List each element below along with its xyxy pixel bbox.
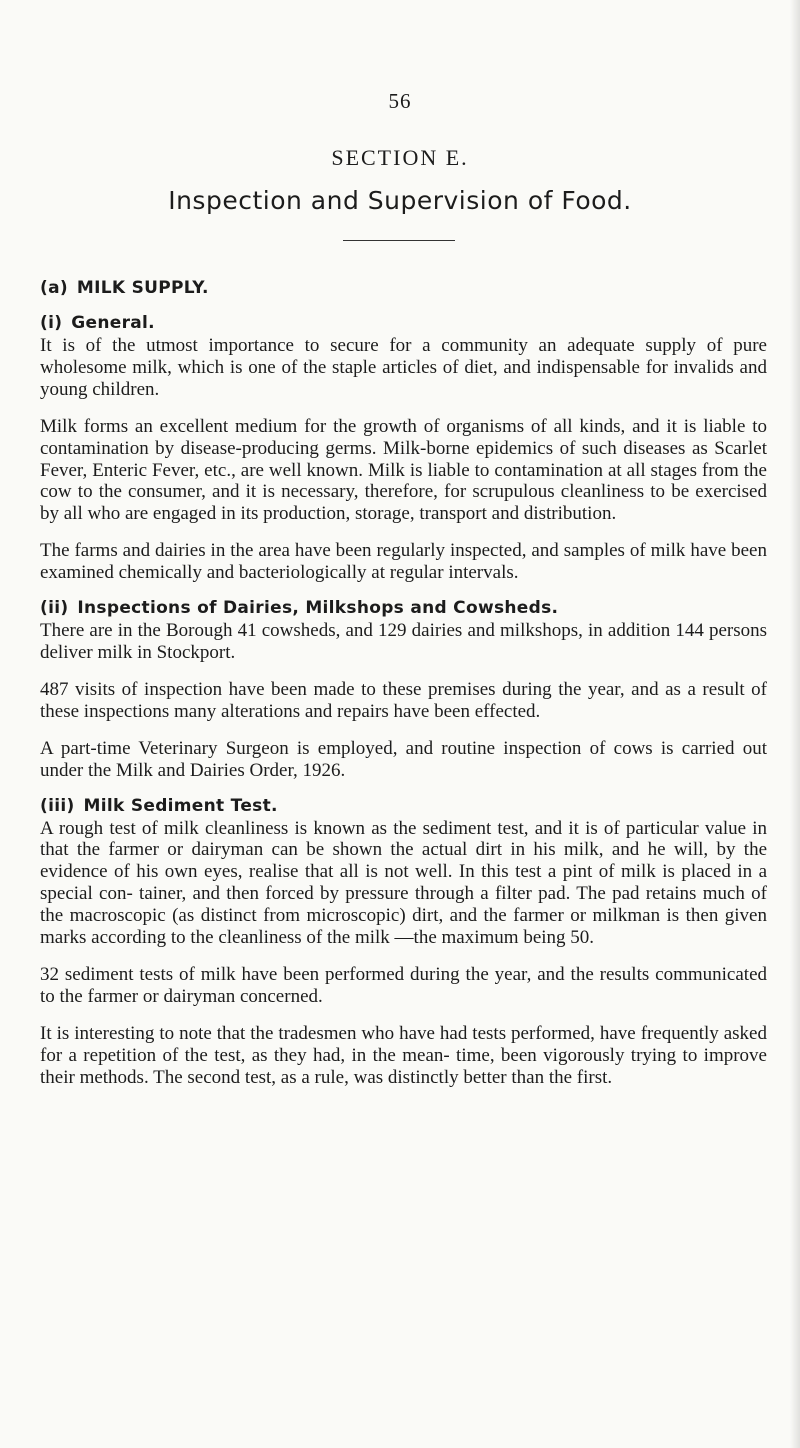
heading-label: MILK SUPPLY. bbox=[76, 278, 209, 298]
paragraph: A rough test of milk cleanliness is known as the sediment test, and it is of particular value in that the farmer or dairyman can be shown the actual dirt in his milk, and he will, by the evidence of his own eyes, realise that all is not well. In this test a pint of milk is placed in a special con- tainer, and then forced by pressure through a filter pad. The pad retains much of the macroscopic (as distinct from microscopic) dirt, and the farmer or milkman is then given marks according to the cleanliness of the milk —the maximum being 50. bbox=[40, 817, 767, 949]
paragraph: It is interesting to note that the tradesmen who have had tests performed, have frequently asked for a repetition of the test, as they had, in the mean- time, been vigorously trying to improve their methods. The second test, as a rule, was distinctly better than the first. bbox=[40, 1022, 767, 1088]
page-title: Inspection and Supervision of Food. bbox=[168, 186, 632, 215]
paragraph: There are in the Borough 41 cowsheds, and 129 dairies and milkshops, in addition 144 persons deliver milk in Stockport. bbox=[40, 620, 767, 663]
subheading-label: Milk Sediment Test. bbox=[83, 795, 278, 816]
document-body bbox=[40, 277, 767, 1103]
paragraph: The farms and dairies in the area have been regularly inspected, and samples of milk have been examined chemically and bacteriologically at regular intervals. bbox=[40, 540, 767, 584]
title-divider bbox=[343, 240, 455, 241]
section-title: SECTION E. bbox=[331, 145, 469, 170]
subheading-label: General. bbox=[71, 313, 155, 333]
paragraph: Milk forms an excellent medium for the growth of organisms of all kinds, and it is liable to contamination by disease-producing germs. Milk-borne epidemics of such diseases as Scarlet Fever, Enteric Fever, etc., are well known. Milk is liable to contamination at all stages from the cow to the consumer, and it is necessary, therefore, for scrupulous cleanliness to be exercised by all who are engaged in its production, storage, transport and distribution. bbox=[40, 415, 767, 525]
paragraph: 487 visits of inspection have been made to these premises during the year, and as a result of these inspections many alterations and repairs have been effected. bbox=[40, 678, 767, 722]
subheading-number: (ii) bbox=[40, 598, 69, 619]
subheading-label: Inspections of Dairies, Milkshops and Cowsheds. bbox=[77, 598, 559, 619]
subheading-sediment-test bbox=[40, 795, 767, 817]
paragraph: 32 sediment tests of milk have been performed during the year, and the results communicated to the farmer or dairyman concerned. bbox=[40, 963, 767, 1007]
page-number: 56 bbox=[388, 89, 412, 113]
subheading-inspections bbox=[40, 597, 767, 619]
subheading-number: (iii) bbox=[40, 795, 75, 816]
heading-milk-supply bbox=[40, 277, 767, 299]
page-edge-shadow bbox=[790, 0, 800, 1448]
paragraph: A part-time Veterinary Surgeon is employed, and routine inspection of cows is carried out under the Milk and Dairies Order, 1926. bbox=[40, 737, 767, 781]
paragraph: It is of the utmost importance to secure for a community an adequate supply of pure wholesome milk, which is one of the staple articles of diet, and indispensable for invalids and young children. bbox=[40, 335, 767, 400]
subheading-number: (i) bbox=[40, 313, 63, 333]
subheading-general bbox=[40, 312, 767, 334]
heading-number: (a) bbox=[40, 278, 68, 298]
